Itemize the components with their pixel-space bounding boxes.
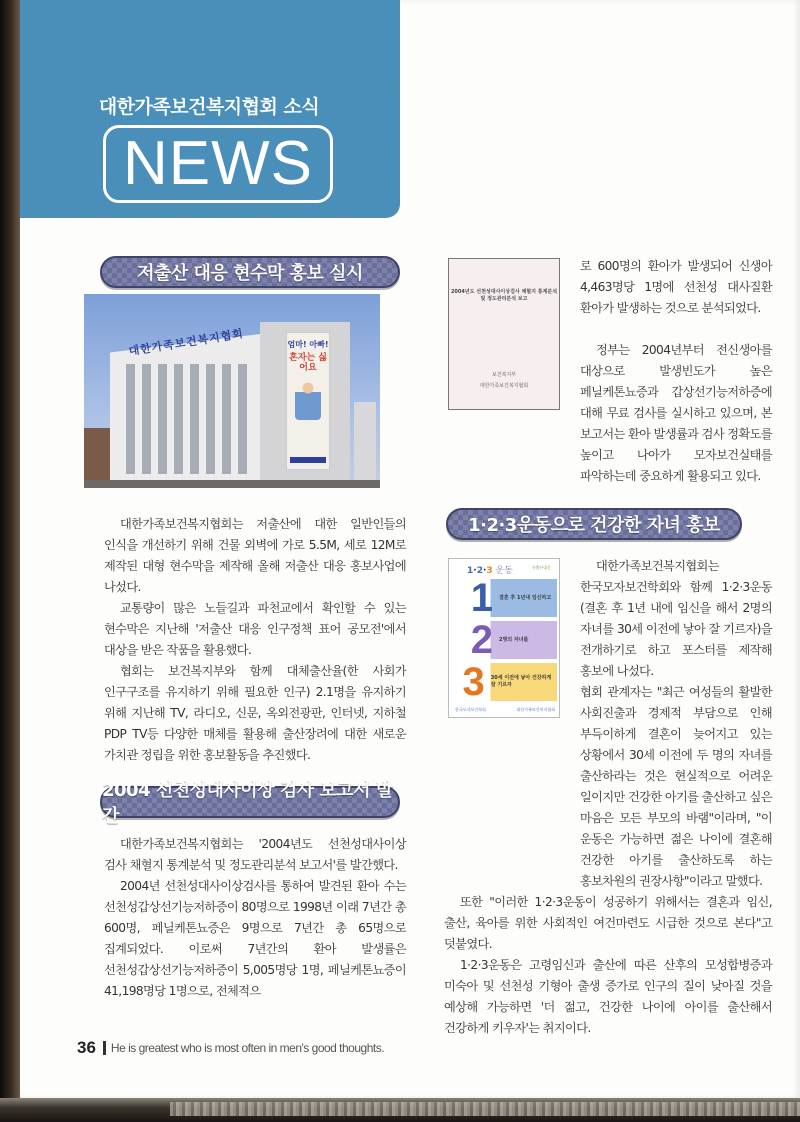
article-body-continued [580, 256, 772, 319]
news-title-box [103, 125, 333, 203]
banner-text-2: 혼자는 싫어요 [289, 353, 327, 373]
article-heading: 1·2·3운동으로 건강한 자녀 홍보 [468, 515, 720, 536]
article-body [104, 514, 406, 766]
paragraph: 대한가족보건복지협회는 '2004년도 선천성대사이상 검사 채혈지 통계분석 및 정도관리분석 보고서'를 발간했다. [104, 837, 406, 872]
poster-row-text: 30세 이전에 낳아 건강하게 잘 기르자 [490, 675, 552, 688]
poster-footer-right: 대한가족보건복지협회 [516, 707, 555, 712]
section-subtitle: 대한가족보건복지협회 소식 [98, 96, 320, 118]
article-body [444, 556, 772, 682]
report-publisher-2: 대한가족보건복지협회 [479, 383, 529, 389]
paragraph: 대한가족보건복지협회는 저출산에 대한 일반인들의 인식을 개선하기 위해 건물 외벽에 가로 5.5M, 세로 12M로 제작된 대형 현수막을 제작해 올해 저출산 대응 홍보사업에 나섰다. [104, 517, 406, 594]
footer-quote: He is greatest who is most often in men's good thoughts. [110, 1041, 385, 1055]
paragraph-text: 대한가족보건복지협회는 한국모자보건학회와 함께 1·2·3운동(결혼 후 1년 내에 임신을 해서 2명의 자녀를 30세 이전에 낳아 잘 기르자)을 전개하기로 하고 포스터를 제작해 홍보에 나섰다. [580, 559, 772, 678]
footer-divider [103, 1041, 106, 1055]
page-bottom-edge [0, 1098, 800, 1122]
report-publisher-1: 보건복지부 [491, 372, 517, 378]
book-spine-shadow [0, 0, 20, 1122]
poster-title-3: 3 [486, 566, 493, 576]
paragraph: 또한 "이러한 1·2·3운동이 성공하기 위해서는 결혼과 임신, 출산, 육아를 위한 사회적인 여건마련도 시급한 것으로 본다"고 덧붙였다. [444, 895, 772, 951]
paragraph-text: 협회 관계자는 "최근 여성들의 활발한 사회진출과 경제적 부담으로 인해 부득이하게 결혼이 늦어지고 있는 상황에서 30세 이전에 두 명의 자녀를 출산하라는 것은 현실적으로 어려운 일이지만 건강한 아기를 출산하고 싶은 마음은 모든 부모의 바램"이라며, "이 운동은 가능하면 젊은 나이에 결혼해 건강한 아기를 출산하도록 하는 홍보차원의 권장사항"이라고 말했다. [580, 685, 772, 888]
poster-number: 1 [470, 576, 493, 620]
paragraph [444, 340, 772, 487]
hanging-banner [286, 332, 330, 470]
banner-text-1: 엄마! 아빠! [287, 340, 329, 349]
poster-footer-left: 한국모자보건학회 [455, 707, 486, 712]
report-cover-title: 2004년도 선천성대사이상검사 채혈지 통계분석 및 정도관리분석 보고 [450, 289, 558, 302]
section-title: NEWS [123, 129, 313, 198]
article-heading: 2004 선천성대사이상 검사 보고서 발간 [102, 780, 393, 827]
paragraph [444, 682, 772, 892]
paragraph: 협회는 보건복지부와 함께 대체출산율(한 사회가 인구구조를 유지하기 위해 필요한 인구) 2.1명을 유지하기 위해 지난해 TV, 라디오, 신문, 옥외전광판, 인터넷, 지하철 PDP TV등 다양한 매체를 활용해 출산장려에 대한 새로운 가치관 정립을 위한 홍보활동을 추진했다. [104, 664, 406, 762]
photo-building [110, 322, 360, 488]
paragraph: 2004년 선천성대사이상검사를 통하여 발견된 환아 수는 선천성갑상선기능저하증이 80명으로 1998년 이래 7년간 총 600명, 페닐케톤뇨증은 9명으로 7년간 총 65명으로 집계되었다. 이로써 7년간의 환아 발생률은 선천성갑상선기능저하증이 5,005명당 1명, 페닐케톤뇨증이 41,198명당 1명으로, 전체적으 [104, 879, 406, 998]
paragraph: 1·2·3운동은 고령임신과 출산에 따른 산후의 모성합병증과 미숙아 및 선천성 기형아 출생 증가로 인구의 질이 낮아질 것을 예상해 가능하면 '더 젊고, 건강한 나이에 아이를 출산해서 건강하게 키우자'는 취지이다. [444, 958, 772, 1035]
building-sign: 대한가족보건복지협회 [127, 326, 245, 359]
building-windows [122, 364, 247, 474]
poster-title-word: 운동 [492, 566, 513, 576]
article-heading-banner [100, 780, 400, 827]
article-heading-banner [100, 256, 400, 288]
article-heading-banner [446, 508, 742, 540]
page-footer [77, 1038, 384, 1058]
poster-number: 2 [470, 618, 493, 662]
article-heading: 저출산 대응 현수막 홍보 실시 [137, 263, 363, 284]
poster-row-text: 결혼 후 1년내 임신하고 [499, 594, 552, 601]
paragraph [444, 556, 772, 682]
article-body [104, 834, 406, 1002]
banner-figure [295, 380, 321, 420]
page-stack-texture [170, 1102, 800, 1116]
poster-row-text: 2명의 자녀를 [499, 636, 529, 643]
news-header-band [20, 0, 400, 218]
poster-title-2: 2 [476, 566, 483, 576]
paragraph-text: 정부는 2004년부터 전신생아를 대상으로 발생빈도가 높은 페닐케톤뇨증과 갑상선기능저하증에 대해 무료 검사를 실시하고 있으며, 본 보고서는 환아 발생률과 검사 정확도를 높이고 나아가 모자보건실태를 파악하는데 중요하게 활용되고 있다. [580, 343, 772, 483]
paragraph: 로 600명의 환아가 발생되어 신생아 4,463명당 1명에 선천성 대사질환 환아가 발생하는 것으로 분석되었다. [580, 259, 772, 315]
banner-footer-bar [290, 457, 326, 463]
paragraph: 교통량이 많은 노들길과 파천교에서 확인할 수 있는 현수막은 지난해 '저출산 대응 인구정책 표어 공모전'에서 대상을 받은 작품을 활용했다. [104, 601, 406, 657]
article-body-continued [444, 340, 772, 487]
poster-title-1: 1 [467, 566, 474, 576]
poster-logo: 저출산대응 [531, 565, 551, 570]
poster-number: 3 [462, 660, 485, 704]
page-number: 36 [77, 1038, 96, 1057]
article-body [444, 682, 772, 1039]
photo-ground [84, 480, 380, 488]
building-banner-photo [84, 294, 380, 488]
poster-title: 1·2·3 운동 [467, 566, 513, 576]
